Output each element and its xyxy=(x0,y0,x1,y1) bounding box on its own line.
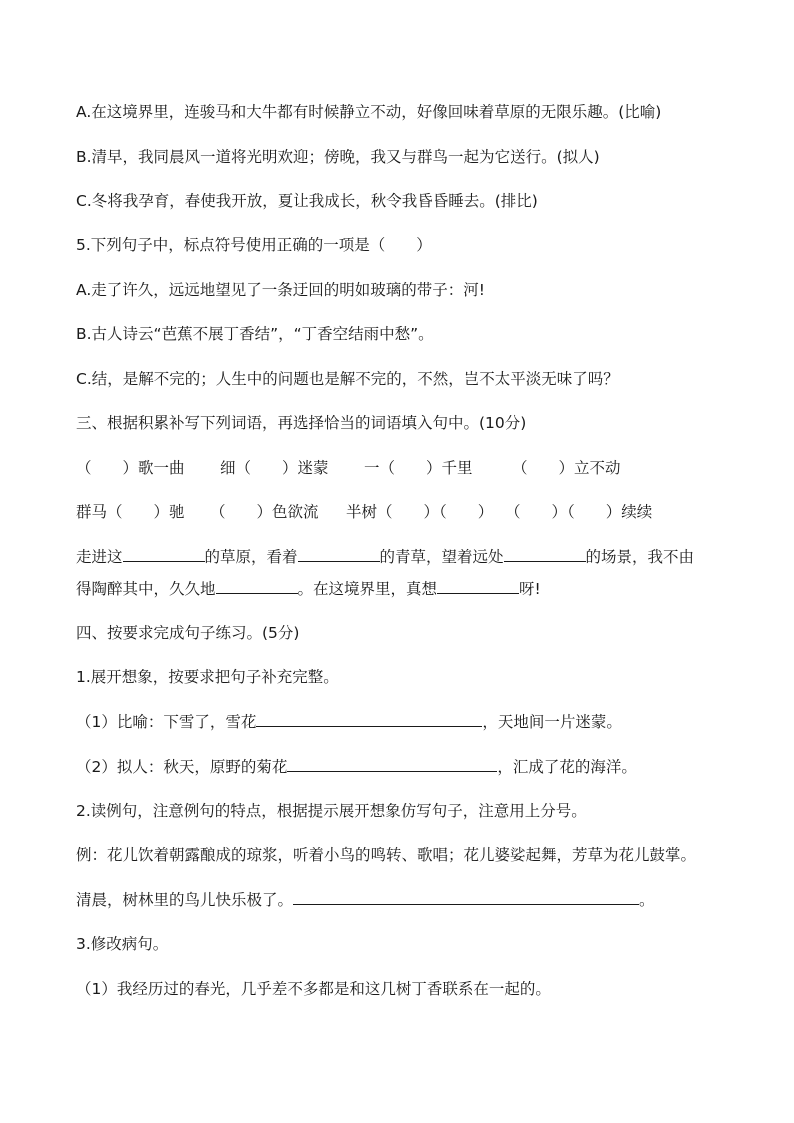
blank-2[interactable] xyxy=(298,545,380,562)
q1-2-text: （2）拟人：秋天，原野的菊花 xyxy=(76,758,288,776)
blank-5[interactable] xyxy=(437,577,519,594)
term-1-4: （ ）立不动 xyxy=(512,459,621,477)
blank-4[interactable] xyxy=(216,577,298,594)
term-1-2: 细（ ）迷蒙 xyxy=(220,459,329,477)
term-1-3: 一（ ）千里 xyxy=(364,459,473,477)
question-1-2 xyxy=(76,755,637,779)
fill-paragraph-line-1 xyxy=(76,545,694,569)
blank-1[interactable] xyxy=(123,545,205,562)
fill-text: 的草原，看着 xyxy=(204,548,298,566)
q1-1-text-end: ，天地间一片迷蒙。 xyxy=(482,713,622,731)
fill-paragraph-line-2 xyxy=(76,577,541,601)
term-2-1: 群马（ ）驰 xyxy=(76,503,185,521)
question-1: 1.展开想象，按要求把句子补充完整。 xyxy=(76,668,339,686)
question-1-1 xyxy=(76,710,622,734)
question-5: 5.下列句子中，标点符号使用正确的一项是（ ） xyxy=(76,236,432,254)
term-2-2: （ ）色欲流 xyxy=(210,503,319,521)
fill-text: 得陶醉其中，久久地 xyxy=(76,580,216,598)
fill-text: 的青草，望着远处 xyxy=(379,548,504,566)
question-5-option-c: C.结，是解不完的；人生中的问题也是解不完的，不然，岂不太平淡无味了吗？ xyxy=(76,370,619,388)
option-a-simile: A.在这境界里，连骏马和大牛都有时候静立不动，好像回味着草原的无限乐趣。(比喻) xyxy=(76,103,662,121)
option-c-parallelism: C.冬将我孕育，春使我开放，夏让我成长，秋令我昏昏睡去。(排比) xyxy=(76,192,538,210)
q1-1-text: （1）比喻：下雪了，雪花 xyxy=(76,713,257,731)
term-1-1: （ ）歌一曲 xyxy=(76,459,185,477)
example-sentence: 例：花儿饮着朝露酿成的琼浆，听着小鸟的鸣转、歌唱；花儿婆娑起舞，芳草为花儿鼓掌。 xyxy=(76,846,697,864)
blank-imitation[interactable] xyxy=(293,888,639,905)
option-b-personification: B.清早，我同晨风一道将光明欢迎；傍晚，我又与群鸟一起为它送行。(拟人) xyxy=(76,148,600,166)
section-3-heading: 三、根据积累补写下列词语，再选择恰当的词语填入句中。(10分) xyxy=(76,414,527,432)
section-4-heading: 四、按要求完成句子练习。(5分) xyxy=(76,624,300,642)
fill-text: 的场景，我不由 xyxy=(585,548,695,566)
term-2-3: 半树（ ）（ ） xyxy=(346,503,494,521)
question-5-option-b: B.古人诗云“芭蕉不展丁香结”，“丁香空结雨中愁”。 xyxy=(76,325,434,343)
question-5-option-a: A.走了许久，远远地望见了一条迂回的明如玻璃的带子：河! xyxy=(76,281,485,299)
imitation-prompt xyxy=(76,888,655,912)
q1-2-text-end: ，汇成了花的海洋。 xyxy=(497,758,637,776)
blank-simile[interactable] xyxy=(256,710,482,727)
question-3-1: （1）我经历过的春光，几乎差不多都是和这几树丁香联系在一起的。 xyxy=(76,980,551,998)
question-2: 2.读例句，注意例句的特点，根据提示展开想象仿写句子，注意用上分号。 xyxy=(76,802,587,820)
blank-3[interactable] xyxy=(504,545,586,562)
fill-text: 走进这 xyxy=(76,548,123,566)
fill-text: 。在这境界里，真想 xyxy=(297,580,438,598)
fill-text: 呀! xyxy=(519,580,541,598)
question-3: 3.修改病句。 xyxy=(76,935,169,953)
prompt-end: 。 xyxy=(639,891,655,909)
term-2-4: （ ）（ ）续续 xyxy=(505,503,653,521)
blank-personification[interactable] xyxy=(287,755,497,772)
prompt-text: 清晨，树林里的鸟儿快乐极了。 xyxy=(76,891,294,909)
